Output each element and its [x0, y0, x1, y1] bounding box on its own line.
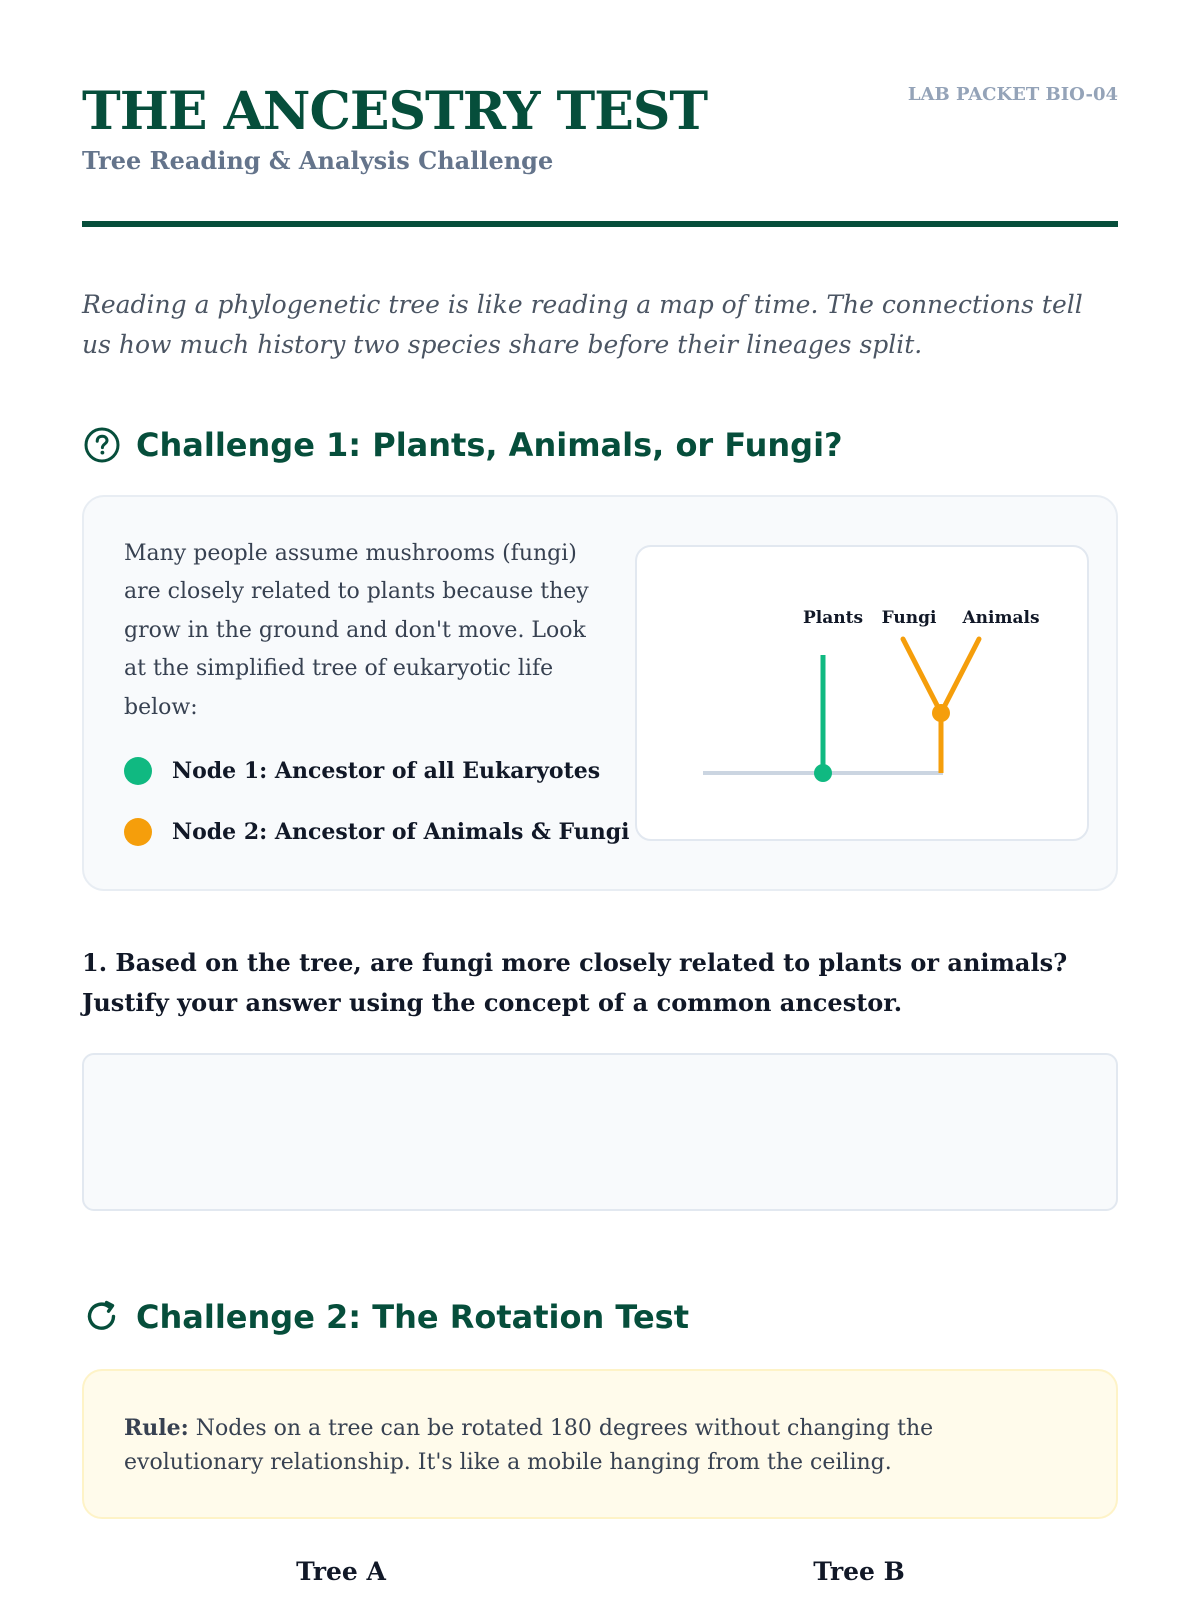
- legend-item-node1: [124, 753, 629, 789]
- legend-label-node2: Node 2: Ancestor of Animals & Fungi: [172, 818, 630, 845]
- legend-item-node2: [124, 814, 629, 850]
- tree-b-label: Tree B: [813, 1556, 905, 1586]
- node2-marker: [932, 704, 950, 722]
- taxon-label-fungi: Fungi: [881, 607, 937, 628]
- page-title: THE ANCESTRY TEST: [82, 81, 708, 142]
- challenge1-card: [82, 495, 1118, 891]
- challenge1-body: Many people assume mushrooms (fungi) are closely related to plants because they grow in the ground and don't move. Look at the simplified tree of eukaryotic life below:: [124, 540, 589, 720]
- node1-marker: [814, 764, 832, 782]
- taxon-label-plants: Plants: [802, 607, 864, 628]
- rotate-icon: [82, 1297, 122, 1337]
- eukaryote-tree-svg: [637, 547, 1091, 843]
- taxon-label-animals: Animals: [962, 607, 1040, 628]
- packet-code: LAB PACKET BIO-04: [907, 84, 1118, 105]
- node-legend: [124, 753, 629, 875]
- node1-dot: [124, 757, 152, 785]
- question-1: 1. Based on the tree, are fungi more closely related to plants or animals? Justify your answer using the concept of a common ancestor.: [82, 947, 1068, 1017]
- tree-b-column: [600, 1557, 1118, 1600]
- tree-a-label: Tree A: [296, 1556, 386, 1586]
- challenge1-title: Challenge 1: Plants, Animals, or Fungi?: [136, 425, 843, 464]
- fungi-branch: [903, 639, 941, 713]
- header: [82, 0, 1118, 227]
- question-circle-icon: [82, 425, 122, 465]
- header-divider: [82, 221, 1118, 227]
- page-subtitle: Tree Reading & Analysis Challenge: [82, 145, 554, 175]
- node2-dot: [124, 818, 152, 846]
- legend-label-node1: Node 1: Ancestor of all Eukaryotes: [172, 757, 601, 784]
- animals-branch: [941, 639, 979, 713]
- challenge2-title: Challenge 2: The Rotation Test: [136, 1297, 689, 1336]
- challenge2-heading: [82, 1297, 1118, 1337]
- intro-text: Reading a phylogenetic tree is like reading a map of time. The connections tell us how much history two species share before their lineages split.: [82, 289, 1083, 359]
- challenge1-heading: [82, 425, 1118, 465]
- eukaryote-tree-diagram: [635, 545, 1089, 841]
- rule-label: Rule:: [124, 1414, 189, 1441]
- rotation-rule-callout: [82, 1369, 1118, 1519]
- rule-text: Nodes on a tree can be rotated 180 degrees without changing the evolutionary relationship. It's like a mobile hanging from the ceiling.: [124, 1415, 934, 1475]
- tree-a-column: [82, 1557, 600, 1600]
- tree-comparison-row: [82, 1557, 1118, 1600]
- answer-box-1[interactable]: [82, 1053, 1118, 1211]
